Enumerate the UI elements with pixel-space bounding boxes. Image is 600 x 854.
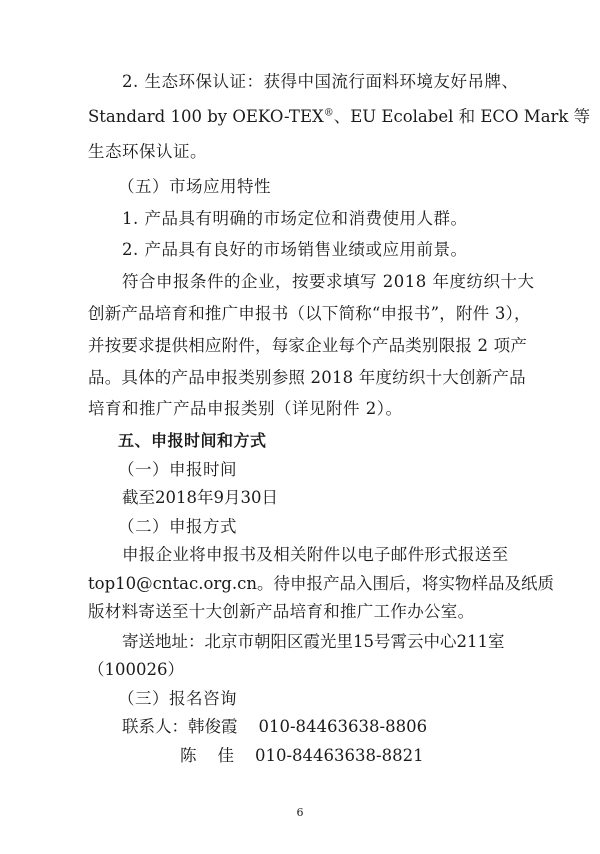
page-number: 6 — [296, 806, 304, 819]
text-eu-ecolabel: 、EU Ecolabel 和 ECO Mark 等 — [333, 107, 591, 126]
text-line-application-form: 创新产品培育和推广申报书（以下简称“申报书”，附件 3）， — [88, 304, 531, 323]
section-heading-application-time-method: 五、申报时间和方式 — [118, 431, 267, 450]
text-line-sales-prospects: 2. 产品具有良好的市场销售业绩或应用前景。 — [122, 240, 468, 259]
subheading-application-method: （二）申报方式 — [118, 517, 237, 536]
text-line-attachments: 并按要求提供相应附件，每家企业每个产品类别限报 2 项产 — [88, 336, 528, 355]
subheading-application-time: （一）申报时间 — [118, 460, 237, 479]
text-line-standard-100 — [88, 106, 590, 128]
text-line-eligibility: 符合申报条件的企业，按要求填写 2018 年度纺织十大 — [122, 272, 535, 291]
text-line-deadline: 截至2018年9月30日 — [122, 488, 278, 507]
text-line-categories-end: 培育和推广产品申报类别（详见附件 2）。 — [88, 399, 403, 418]
text-line-email-address: top10@cntac.org.cn。待申报产品入围后，将实物样品及纸质 — [88, 574, 554, 593]
text-line-postal-code: （100026） — [88, 660, 184, 679]
text-line-mailing-address: 寄送地址：北京市朝阳区霞光里15号霄云中心211室 — [122, 632, 505, 651]
text-line-market-positioning: 1. 产品具有明确的市场定位和消费使用人群。 — [122, 209, 468, 228]
text-line-eco-cert-end: 生态环保认证。 — [88, 142, 207, 161]
text-line-eco-cert: 2. 生态环保认证：获得中国流行面料环境友好吊牌、 — [122, 72, 519, 91]
text-line-contact-han: 联系人：韩俊霞 010-84463638-8806 — [122, 717, 428, 736]
text-line-email-submission: 申报企业将申报书及相关附件以电子邮件形式报送至 — [122, 545, 509, 564]
section-heading-market-application: （五）市场应用特性 — [118, 177, 271, 196]
registered-mark: ® — [323, 107, 334, 119]
subheading-registration-inquiry: （三）报名咨询 — [118, 689, 237, 708]
text-line-contact-chen: 陈 佳 010-84463638-8821 — [180, 746, 424, 765]
text-line-mail-materials: 版材料寄送至十大创新产品培育和推广工作办公室。 — [88, 602, 475, 621]
text-line-categories: 品。具体的产品申报类别参照 2018 年度纺织十大创新产品 — [88, 368, 526, 387]
text-oeko-tex: Standard 100 by OEKO-TEX — [88, 107, 324, 126]
